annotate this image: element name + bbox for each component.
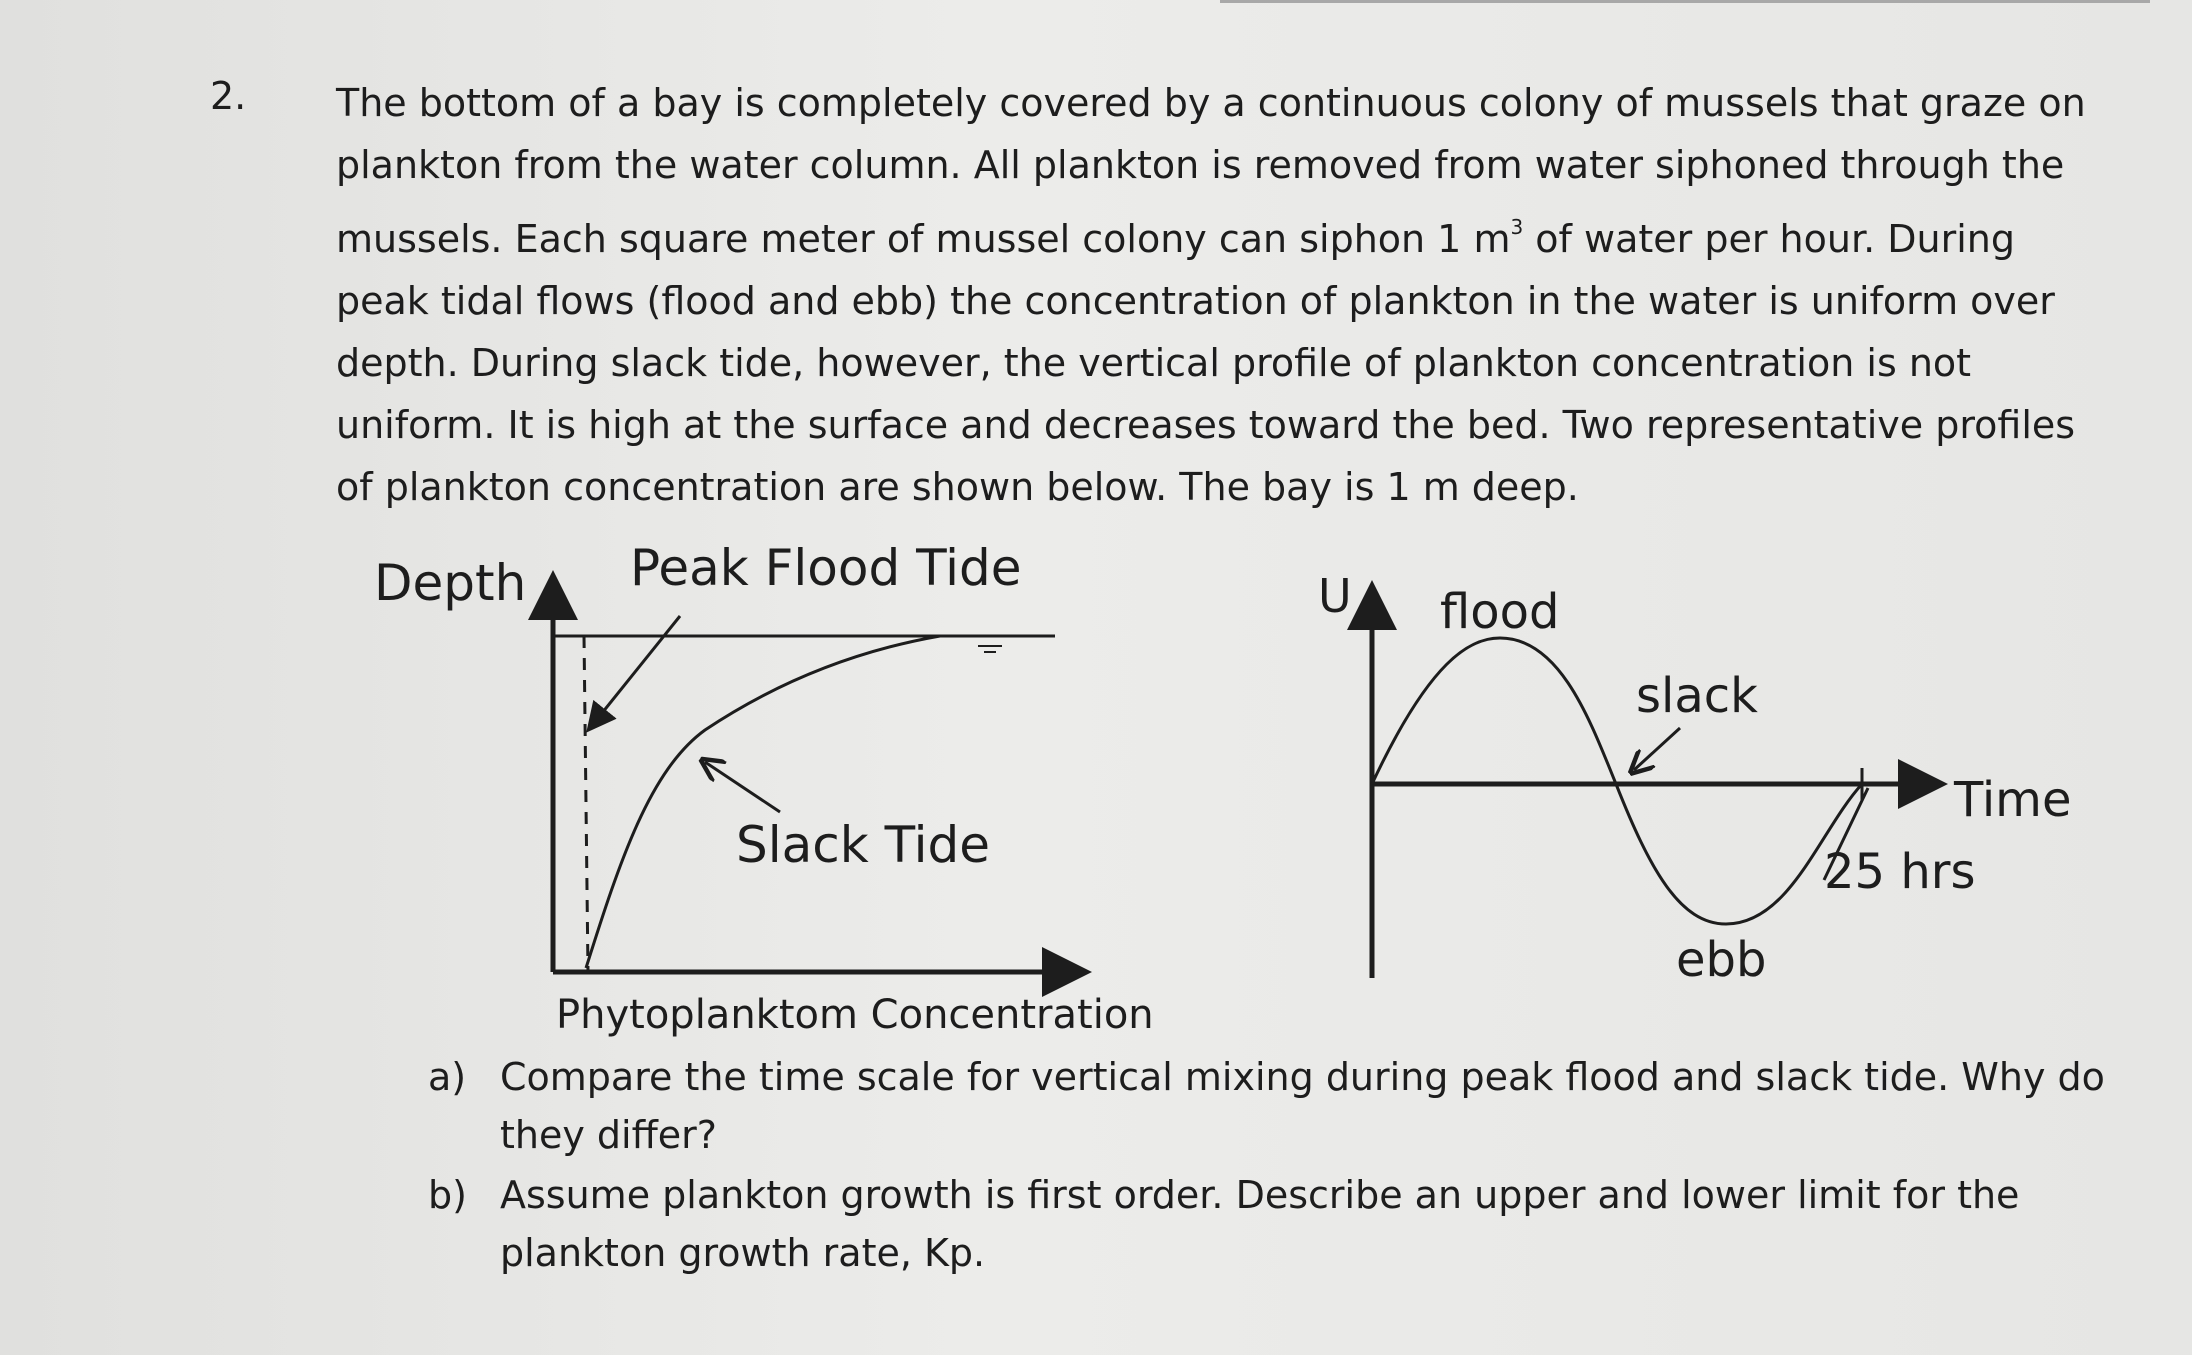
profile-figure — [374, 539, 1154, 1038]
water-surface-symbol — [978, 646, 1002, 652]
question-line: The bottom of a bay is completely covered by a continuous colony of mussels that graze on — [336, 81, 2086, 125]
question-line-tail: of water per hour. During — [1523, 217, 2015, 261]
superscript: 3 — [1510, 215, 1524, 239]
question-line: plankton from the water column. All plankton is removed from water siphoned through the — [336, 143, 2065, 187]
flood-label: flood — [1440, 584, 1560, 640]
question-line: depth. During slack tide, however, the vertical profile of plankton concentration is not — [336, 341, 1972, 385]
slack-pointer-arrow — [1634, 728, 1680, 770]
peak-flood-pointer-arrow — [590, 616, 680, 728]
depth-axis-label: Depth — [374, 554, 527, 612]
tide-figure — [1318, 569, 2071, 988]
slack-tide-pointer-arrow — [705, 762, 780, 812]
slack-label: slack — [1636, 668, 1758, 724]
part-a-line: Compare the time scale for vertical mixing during peak flood and slack tide. Why do — [500, 1055, 2105, 1099]
peak-flood-label: Peak Flood Tide — [630, 539, 1022, 597]
concentration-axis-label: Phytoplanktom Concentration — [556, 992, 1154, 1038]
question-line: peak tidal flows (flood and ebb) the concentration of plankton in the water is uniform over — [336, 279, 2055, 323]
period-label: 25 hrs — [1824, 844, 1976, 900]
peak-flood-profile — [584, 636, 588, 972]
question-line-text: mussels. Each square meter of mussel colony can siphon 1 m — [336, 217, 1511, 261]
part-b-line: plankton growth rate, Kp. — [500, 1231, 986, 1275]
velocity-axis-label: U — [1318, 569, 1352, 623]
question-line: of plankton concentration are shown below. The bay is 1 m deep. — [336, 465, 1579, 509]
part-a-line: they differ? — [500, 1113, 717, 1157]
slack-tide-label: Slack Tide — [736, 816, 991, 874]
part-a-letter: a) — [428, 1055, 467, 1099]
question-number: 2. — [210, 74, 247, 118]
question-line: uniform. It is high at the surface and decreases toward the bed. Two representative profiles — [336, 403, 2076, 447]
ebb-label: ebb — [1676, 932, 1767, 988]
part-b-letter: b) — [428, 1173, 467, 1217]
tidal-velocity-curve — [1372, 638, 1862, 924]
part-b-line: Assume plankton growth is first order. Describe an upper and lower limit for the — [500, 1173, 2020, 1217]
time-axis-label: Time — [1954, 772, 2072, 828]
